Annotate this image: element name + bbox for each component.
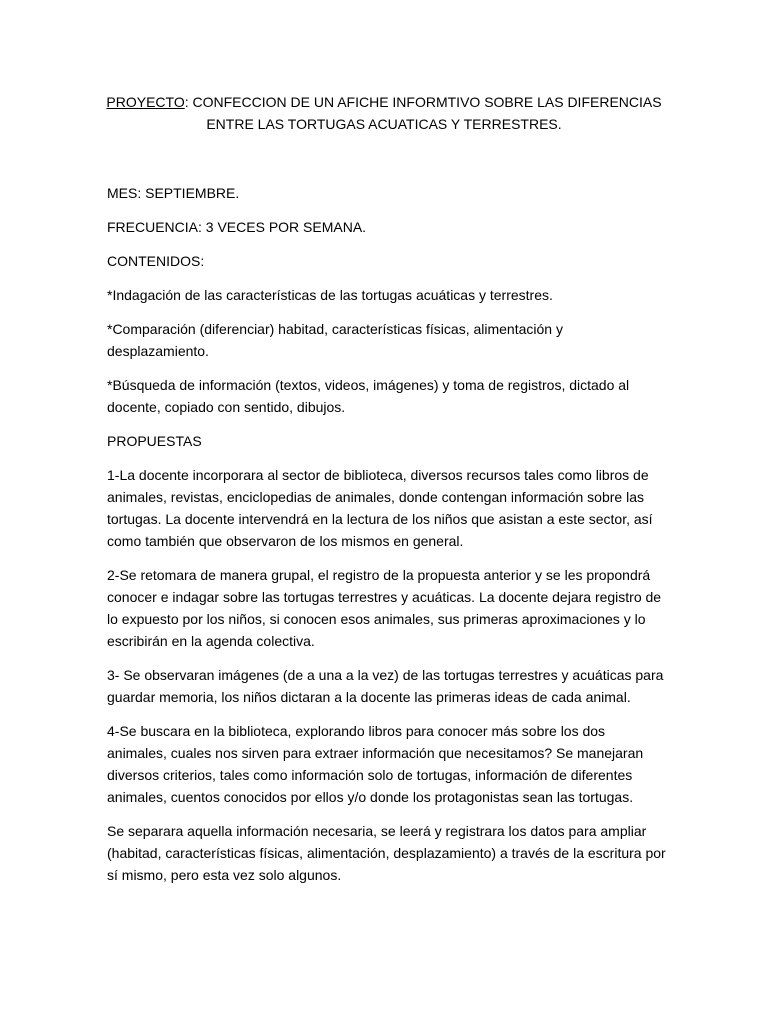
month-line: MES: SEPTIEMBRE. bbox=[107, 185, 240, 201]
content-item: *Comparación (diferenciar) habitad, características físicas, alimentación y desplazamiento. bbox=[107, 321, 563, 359]
title-label: PROYECTO bbox=[106, 94, 185, 110]
title-separator: : bbox=[184, 94, 189, 110]
proposal-paragraph: 2-Se retomara de manera grupal, el registro de la propuesta anterior y se les propondrá conocer e indagar sobre las tortugas terrestres y acuáticas. La docente dejara registro de lo expuesto por los niños, si conocen esos animales, sus primeras aproximaciones y lo escribirán en la agenda colectiva. bbox=[107, 567, 662, 649]
frequency-line: FRECUENCIA: 3 VECES POR SEMANA. bbox=[107, 219, 367, 235]
proposal-paragraph: Se separara aquella información necesaria, se leerá y registrara los datos para ampliar (habitad, características físicas, alimentación, desplazamiento) a través de la escritura por sí mismo, pero esta vez solo algunos. bbox=[107, 823, 666, 883]
document-title bbox=[100, 91, 668, 135]
title-text: CONFECCION DE UN AFICHE INFORMTIVO SOBRE LAS DIFERENCIAS ENTRE LAS TORTUGAS ACUATICAS Y TERRESTRES. bbox=[188, 94, 662, 132]
proposal-paragraph: 4-Se buscara en la biblioteca, explorando libros para conocer más sobre los dos animales, cuales nos sirven para extraer información que necesitamos? Se manejaran diversos criterios, tales como información solo de tortugas, información de diferentes animales, cuentos conocidos por ellos y/o donde los protagonistas sean las tortugas. bbox=[107, 723, 644, 805]
content-item: *Búsqueda de información (textos, videos, imágenes) y toma de registros, dictado al docente, copiado con sentido, dibujos. bbox=[107, 377, 630, 415]
proposal-paragraph: 1-La docente incorporara al sector de biblioteca, diversos recursos tales como libros de animales, revistas, enciclopedias de animales, donde contengan información sobre las tortugas. La docente intervendrá en la lectura de los niños que asistan a este sector, así como también que observaron de los mismos en general. bbox=[107, 467, 653, 549]
proposals-heading: PROPUESTAS bbox=[107, 433, 202, 449]
contents-heading: CONTENIDOS: bbox=[107, 253, 205, 269]
proposal-paragraph: 3- Se observaran imágenes (de a una a la vez) de las tortugas terrestres y acuáticas para guardar memoria, los niños dictaran a la docente las primeras ideas de cada animal. bbox=[107, 667, 664, 705]
content-item: *Indagación de las características de las tortugas acuáticas y terrestres. bbox=[107, 287, 553, 303]
document-body bbox=[107, 182, 667, 898]
